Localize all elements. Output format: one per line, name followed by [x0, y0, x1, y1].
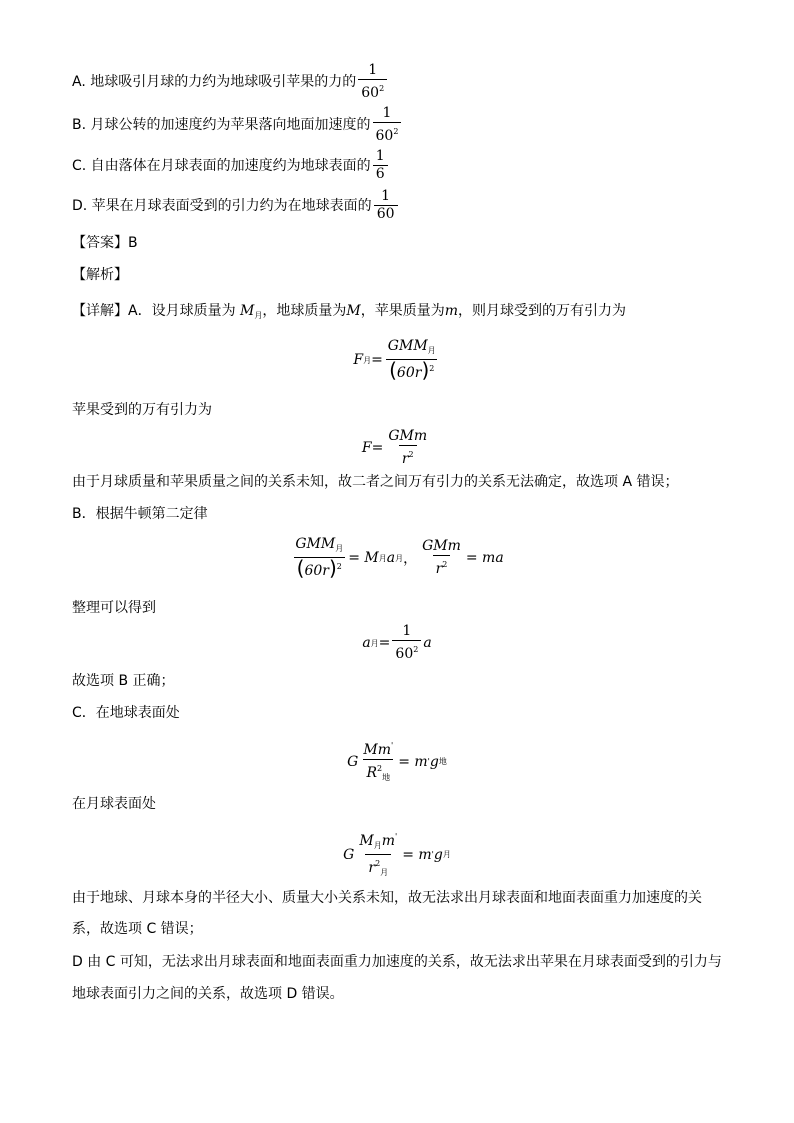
eq3-den2-exp: 2	[442, 560, 448, 569]
option-d	[72, 188, 400, 223]
text-8-content: 在月球表面处	[72, 796, 156, 812]
detail-moon-sub: 月	[254, 311, 263, 320]
eq4-equals: =	[378, 635, 391, 651]
eq3-num-text: GMM	[295, 536, 336, 552]
text-10a	[72, 952, 722, 972]
option-a-numerator: 1	[368, 62, 378, 78]
eq4-a: a	[362, 635, 371, 651]
option-b-den-exp: 2	[393, 127, 399, 136]
option-d-fraction	[374, 188, 398, 223]
eq1-den-exp: 2	[429, 364, 435, 373]
eq6-rhs-m: = m	[402, 846, 432, 863]
eq5-fraction	[360, 737, 396, 786]
equation-5	[0, 737, 794, 786]
eq6-fraction	[356, 828, 400, 881]
eq5-den-exp: 2	[377, 764, 383, 773]
eq6-den-text: r	[368, 860, 376, 876]
eq5-num-prime: '	[390, 741, 394, 750]
eq3-numerator-2: GMm	[422, 538, 461, 554]
eq4-numerator: 1	[402, 623, 412, 639]
eq2-den-text: r	[401, 451, 409, 467]
eq1-numerator	[385, 338, 439, 359]
eq5-G: G	[347, 753, 359, 770]
detail-apple-mass-symbol: m	[444, 303, 458, 319]
eq2-numerator: GMm	[388, 428, 428, 444]
eq3-num-sub: 月	[335, 544, 344, 553]
eq1-rparen: )	[421, 358, 430, 382]
option-c-denominator: 6	[373, 165, 388, 183]
eq4-den-exp: 2	[413, 645, 419, 654]
text-3	[72, 472, 678, 492]
eq3-a-sub: 月	[395, 553, 404, 563]
option-a-denominator	[358, 79, 387, 102]
option-c-fraction	[373, 148, 388, 183]
eq1-num-sub: 月	[427, 346, 436, 355]
option-a-fraction	[358, 62, 387, 102]
detail-apple-mass-text: ，苹果质量为	[360, 303, 445, 319]
option-c-text: C. 自由落体在月球表面的加速度约为地球表面的	[72, 157, 371, 174]
text-6-content: 故选项 B 正确；	[72, 673, 175, 689]
text-10b-content: 地球表面引力之间的关系，故选项 D 错误。	[72, 986, 344, 1002]
eq3-denominator-1	[294, 557, 345, 580]
answer-value: B	[128, 235, 138, 251]
text-4	[72, 504, 208, 524]
eq4-rhs: a	[423, 635, 432, 651]
eq3-rhs-M: = M	[348, 550, 379, 566]
eq5-den-sub: 地	[382, 773, 391, 782]
option-a-den-exp: 2	[379, 84, 385, 93]
text-9a-content: 由于地球、月球本身的半径大小、质量大小关系未知，故无法求出月球表面和地面表面重力加速度的关	[72, 890, 702, 906]
option-d-text: D. 苹果在月球表面受到的引力约为在地球表面的	[72, 197, 372, 214]
option-a	[72, 62, 389, 102]
option-b-den-base: 60	[375, 128, 394, 144]
text-5-content: 整理可以得到	[72, 600, 156, 616]
eq3-den-exp: 2	[336, 562, 342, 571]
eq6-den-sub: 月	[380, 868, 389, 877]
eq6-G: G	[343, 846, 355, 863]
text-9b-content: 系，故选项 C 错误；	[72, 921, 203, 937]
eq2-denominator	[399, 445, 417, 468]
equation-6	[0, 828, 794, 881]
eq2-equals: =	[371, 440, 384, 456]
text-9a	[72, 888, 702, 908]
eq4-a-sub: 月	[370, 638, 379, 648]
eq1-den-text: 60r	[396, 365, 422, 381]
eq6-num-m: m	[381, 833, 395, 849]
eq5-g-sub: 地	[438, 757, 447, 766]
analysis-line	[72, 265, 128, 285]
eq6-prime: '	[431, 850, 434, 859]
eq6-denominator	[365, 854, 391, 881]
eq3-a: a	[386, 550, 396, 566]
eq6-num-sub: 月	[373, 841, 382, 850]
eq6-g-sub: 月	[442, 850, 451, 859]
detail-tail: ，则月球受到的万有引力为	[458, 303, 626, 319]
eq5-prime: '	[427, 757, 430, 766]
detail-earth-mass-text: ，地球质量为	[262, 303, 347, 319]
detail-line	[72, 301, 626, 326]
analysis-label: 【解析】	[72, 267, 128, 283]
text-8	[72, 794, 156, 814]
equation-4	[0, 623, 794, 663]
option-a-text: A. 地球吸引月球的力约为地球吸引苹果的力的	[72, 74, 357, 90]
eq6-g: g	[433, 846, 443, 863]
eq3-separator: ，	[403, 551, 418, 567]
option-b-numerator: 1	[382, 105, 392, 121]
eq3-den2-text: r	[435, 561, 443, 577]
detail-moon-mass-symbol: M	[240, 303, 255, 319]
eq2-fraction	[385, 428, 430, 468]
eq2-F: F	[361, 440, 372, 456]
answer-line	[72, 233, 138, 253]
eq1-denominator	[386, 359, 437, 382]
eq3-rparen: )	[328, 556, 337, 580]
text-10b	[72, 984, 344, 1004]
detail-intro: 【详解】A．设月球质量为	[72, 303, 236, 319]
detail-earth-mass-symbol: M	[346, 303, 361, 319]
eq1-F-sub: 月	[363, 355, 372, 365]
eq3-denominator-2	[433, 555, 451, 578]
eq5-rhs-m: = m	[398, 753, 428, 770]
equation-1	[0, 338, 794, 382]
option-d-denominator: 60	[374, 205, 398, 223]
eq6-den-exp: 2	[375, 859, 381, 868]
eq3-rhs-2: = ma	[465, 550, 504, 566]
eq1-lparen: (	[389, 358, 397, 382]
eq1-equals: =	[371, 352, 383, 368]
eq6-num-M: M	[359, 833, 374, 849]
eq3-fraction-2	[419, 538, 464, 578]
eq5-den-text: R	[366, 765, 377, 781]
eq5-num-text: Mm	[363, 742, 391, 758]
option-b	[72, 105, 403, 145]
eq4-fraction	[392, 623, 421, 663]
text-6	[72, 671, 175, 691]
eq5-numerator	[360, 737, 396, 759]
text-2-content: 苹果受到的万有引力为	[72, 402, 212, 418]
text-5	[72, 598, 156, 618]
equation-3	[0, 536, 794, 580]
text-9b	[72, 919, 203, 939]
eq3-numerator-1	[292, 536, 346, 557]
answer-label: 【答案】	[72, 235, 128, 251]
equation-2	[0, 428, 794, 468]
option-c-numerator: 1	[375, 148, 385, 164]
text-10a-content: D 由 C 可知，无法求出月球表面和地面表面重力加速度的关系，故无法求出苹果在月球表面受到的引力与	[72, 954, 722, 970]
eq5-g: g	[429, 753, 439, 770]
eq6-numerator	[356, 828, 400, 854]
eq4-den-text: 60	[395, 646, 414, 662]
option-b-denominator	[373, 122, 402, 145]
option-b-text: B. 月球公转的加速度约为苹果落向地面加速度的	[72, 117, 371, 133]
option-d-numerator: 1	[381, 188, 391, 204]
eq5-denominator	[363, 759, 393, 786]
option-c	[72, 148, 390, 183]
text-4-content: B．根据牛顿第二定律	[72, 506, 208, 522]
eq1-F: F	[353, 352, 364, 368]
option-b-fraction	[373, 105, 402, 145]
eq3-den-text: 60r	[304, 563, 329, 579]
eq2-den-exp: 2	[408, 450, 414, 459]
eq1-num-text: GMM	[387, 338, 428, 354]
text-3-content: 由于月球质量和苹果质量之间的关系未知，故二者之间万有引力的关系无法确定，故选项 A 错误；	[72, 474, 679, 490]
eq3-rhs-sub: 月	[378, 553, 387, 563]
eq4-denominator	[392, 640, 421, 663]
text-7	[72, 703, 180, 723]
eq3-lparen: (	[296, 556, 305, 580]
text-2	[72, 400, 212, 420]
eq1-fraction	[385, 338, 439, 382]
text-7-content: C．在地球表面处	[72, 705, 180, 721]
eq3-fraction-1	[292, 536, 346, 580]
option-a-den-base: 60	[361, 85, 380, 101]
eq6-num-prime: '	[394, 832, 398, 841]
